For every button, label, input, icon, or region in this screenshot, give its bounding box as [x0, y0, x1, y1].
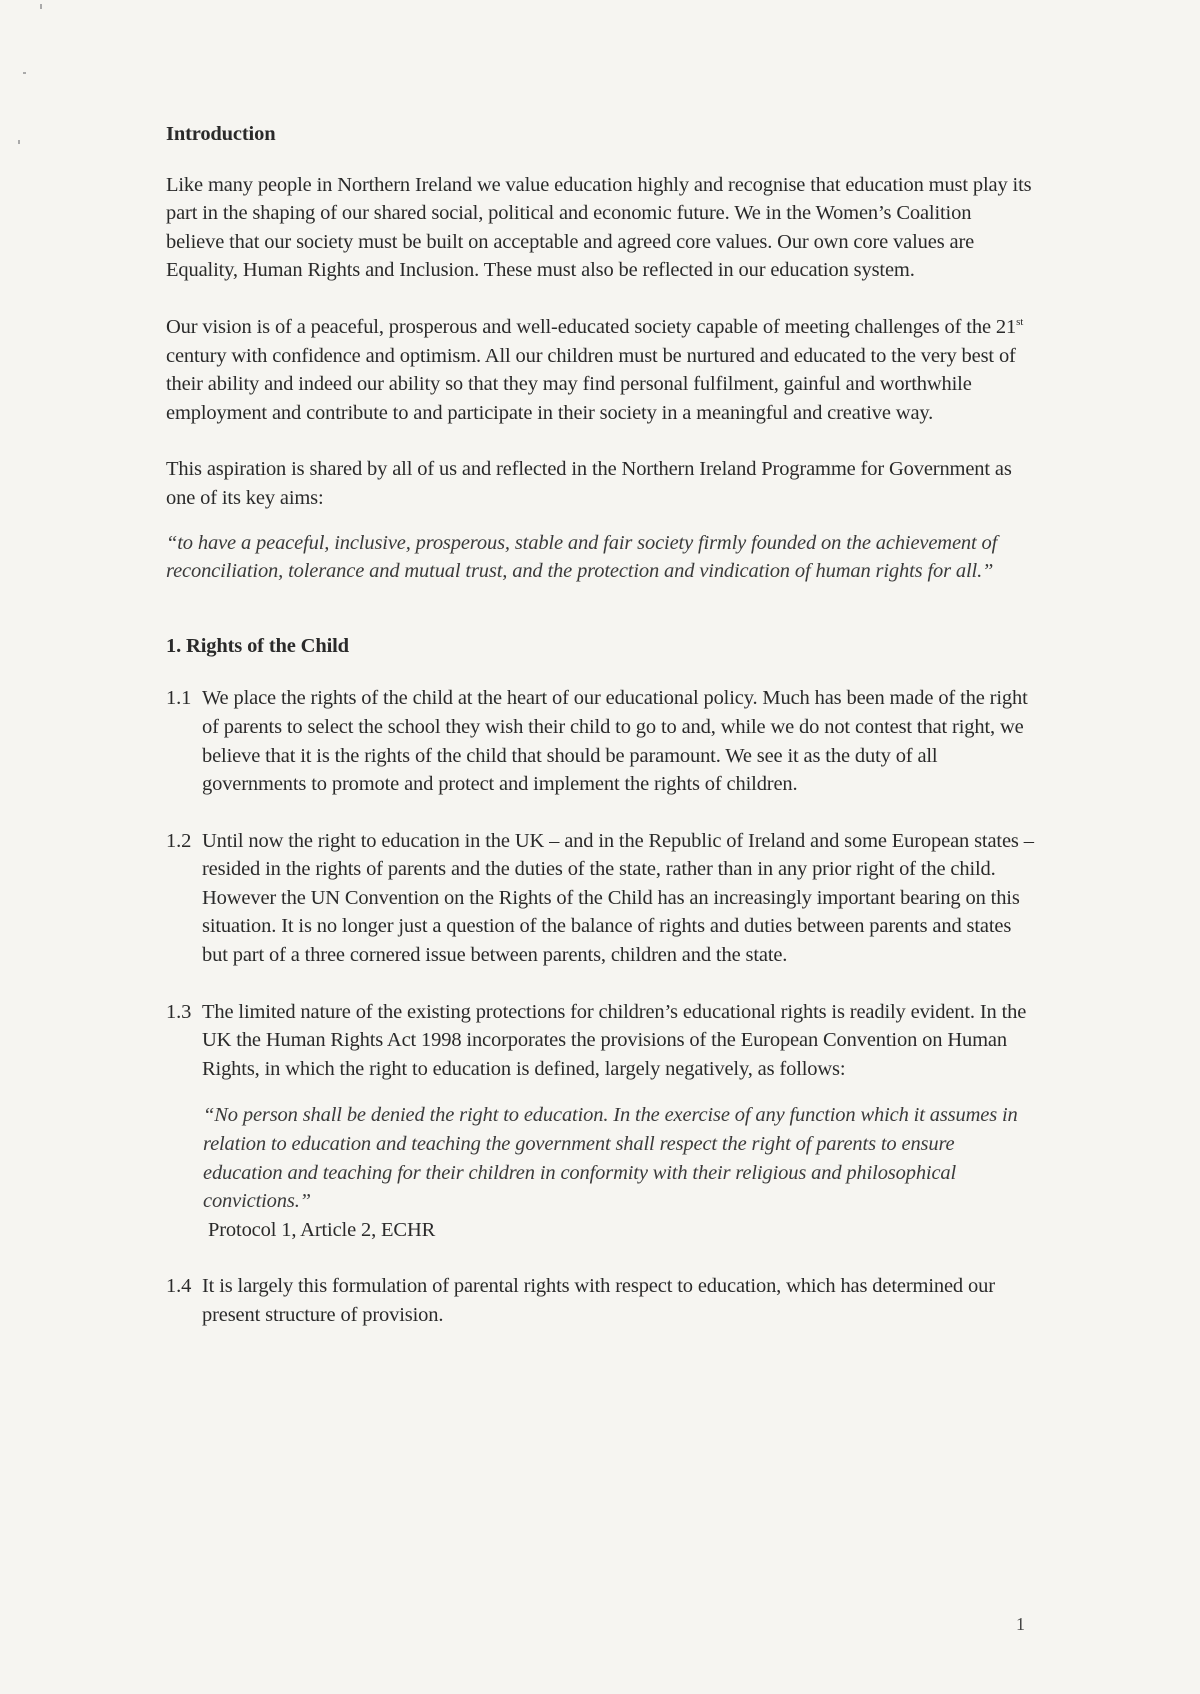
intro-paragraph: Like many people in Northern Ireland we value education highly and recognise that education must play its part in the shaping of our shared social, political and economic future. We in the Women’s Coalition believe that our society must be built on acceptable and agreed core values. Our own core values are Equality, Human Rights and Inclusion. These must also be reflected in our education system.	[166, 173, 1032, 282]
scan-artifact	[40, 4, 42, 9]
scan-artifact	[23, 72, 26, 74]
document-body	[166, 120, 1034, 1358]
page-number: 1	[1016, 1614, 1025, 1634]
item-text: Until now the right to education in the UK – and in the Republic of Ireland and some European states – resided in the rights of parents and the duties of the state, rather than in any prior right of the child. However the UN Convention on the Rights of the Child has an increasingly important bearing on this situation. It is no longer just a question of the balance of rights and duties between parents and states but part of a three cornered issue between parents, children and the state.	[202, 829, 1034, 967]
item-1-3	[166, 998, 1034, 1084]
echr-quote: “No person shall be denied the right to education. In the exercise of any function which it assumes in relation to education and teaching the government shall respect the right of parents to ensure education and teaching for their children in conformity with their religious and philosophical convictions.”	[203, 1104, 1018, 1213]
echr-quote-block	[166, 1101, 1034, 1215]
item-number: 1.1	[166, 687, 192, 710]
aspiration-paragraph: This aspiration is shared by all of us and reflected in the Northern Ireland Programme for Government as one of its key aims:	[166, 458, 1012, 509]
programme-quote: “to have a peaceful, inclusive, prosperous, stable and fair society firmly founded on the achievement of reconciliation, tolerance and mutual trust, and the protection and vindication of human rights for all.”	[166, 531, 998, 583]
item-1-2	[166, 827, 1034, 970]
item-1-1	[166, 684, 1034, 798]
vision-paragraph	[166, 313, 1034, 427]
item-number: 1.4	[166, 1275, 192, 1298]
item-number: 1.3	[166, 1000, 192, 1023]
item-text: It is largely this formulation of parental rights with respect to education, which has determined our present structure of provision.	[202, 1275, 995, 1326]
item-1-4	[166, 1272, 1034, 1329]
echr-citation: Protocol 1, Article 2, ECHR	[208, 1218, 436, 1241]
scan-artifact	[18, 140, 20, 144]
vision-paragraph-text: Our vision is of a peaceful, prosperous and well-educated society capable of meeting challenges of the 21st century with confidence and optimism. All our children must be nurtured and educated to the very best of their ability and indeed our ability so that they may find personal fulfilment, gainful and worthwhile employment and contribute to and participate in their society in a meaningful and creative way.	[166, 315, 1024, 424]
item-text: We place the rights of the child at the heart of our educational policy. Much has been made of the right of parents to select the school they wish their child to go to and, while we do not contest that right, we believe that it is the rights of the child that should be paramount. We see it as the duty of all governments to promote and protect and implement the rights of children.	[202, 687, 1028, 796]
section-heading-rights-of-child: 1. Rights of the Child	[166, 634, 349, 657]
item-text: The limited nature of the existing protections for children’s educational rights is readily evident. In the UK the Human Rights Act 1998 incorporates the provisions of the European Convention on Human Rights, in which the right to education is defined, largely negatively, as follows:	[202, 1000, 1027, 1080]
introduction-heading: Introduction	[166, 123, 276, 145]
item-number: 1.2	[166, 829, 192, 852]
